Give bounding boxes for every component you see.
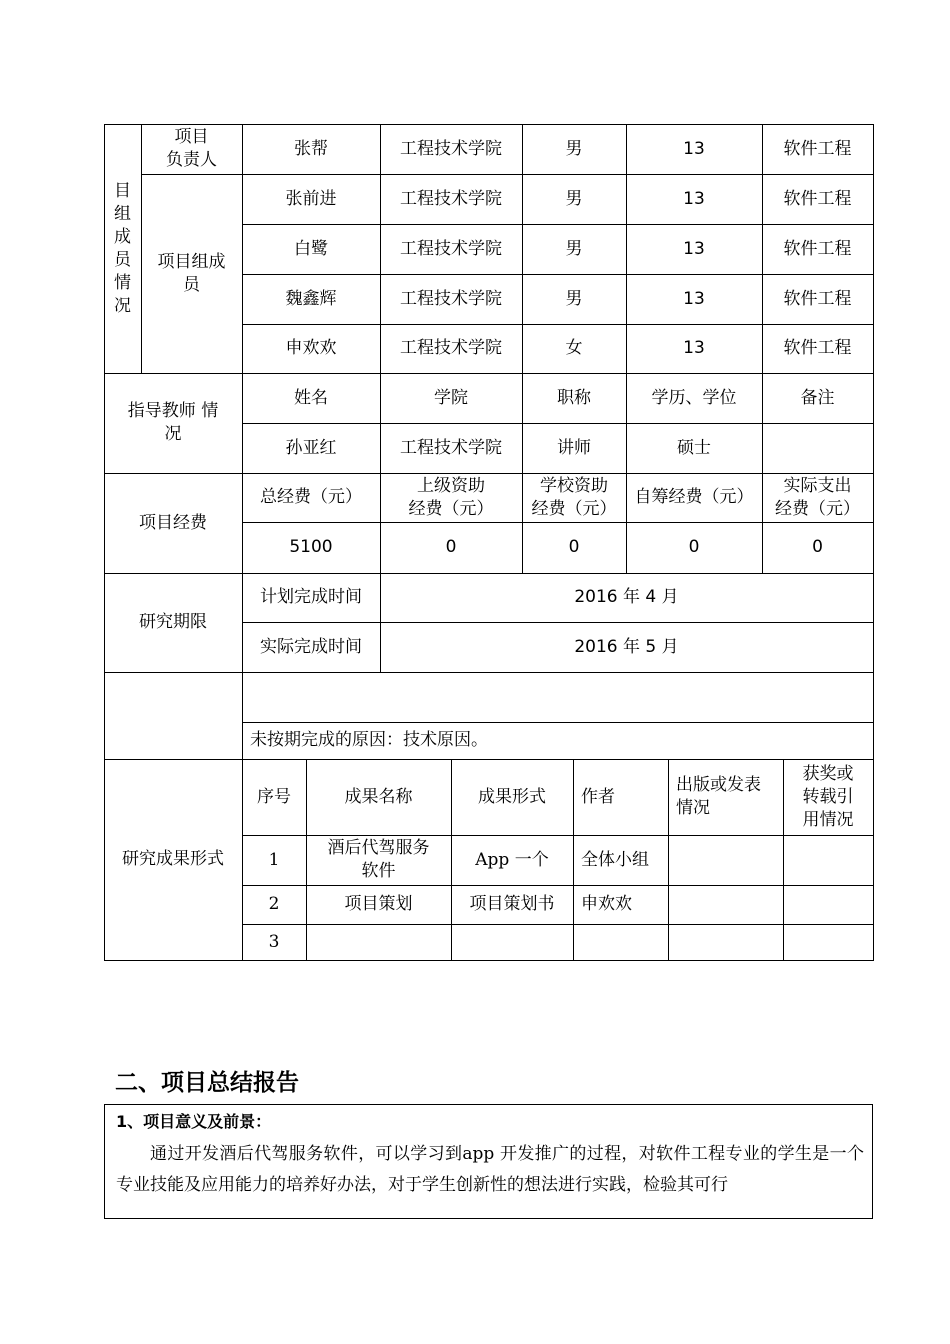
member-4-name-text: 魏鑫辉 [285,288,337,309]
funding-header-2-text: 上级资助 经费（元） [408,475,494,519]
result-3-col-6 [783,924,873,960]
funding-value-5 [762,522,873,573]
member-1-gender [522,124,626,174]
member-4-name [242,274,380,324]
members-side-label [104,124,141,373]
advisor-header-3-text: 职称 [557,387,591,408]
advisor-header-3 [522,373,626,423]
funding-value-2 [380,522,522,573]
result-1-col-1-text: 1 [268,849,280,870]
result-3-col-1-text: 3 [268,931,280,952]
member-1-grade [626,124,762,174]
result-1-col-4 [573,835,668,885]
member-4-major [762,274,873,324]
results-header-3-text: 成果形式 [478,786,546,807]
funding-value-3 [522,522,626,573]
results-header-1-text: 序号 [257,786,291,807]
planned-label [242,573,380,622]
member-2-name [242,174,380,224]
result-2-col-4-text: 申欢欢 [581,894,632,914]
member-5-major-text: 软件工程 [783,338,852,358]
funding-header-4 [626,473,762,522]
member-2-grade [626,174,762,224]
member-1-college-text: 工程技术学院 [400,138,502,159]
member-2-college-text: 工程技术学院 [400,188,502,209]
results-header-6 [783,759,873,835]
member-5-name [242,324,380,373]
funding-header-1 [242,473,380,522]
section-title: 二、项目总结报告 [115,1070,299,1096]
results-header-5 [668,759,783,835]
result-1-col-3 [451,835,573,885]
member-3-college [380,224,522,274]
member-1-college [380,124,522,174]
advisor-header-4 [626,373,762,423]
delay-reason [242,722,873,759]
results-label [104,759,242,960]
funding-header-3-text: 学校资助 经费（元） [531,475,617,519]
member-5-name-text: 申欢欢 [285,338,337,358]
period-label-text: 研究期限 [139,612,207,632]
advisor-header-1-text: 姓名 [294,387,328,408]
summary-body: 通过开发酒后代驾服务软件，可以学习到app 开发推广的过程，对软件工程专业的学生是一个专业技能及应用能力的培养好办法，对于学生创新性的想法进行实践，检验其可行 [116,1144,864,1195]
result-2-col-1 [242,885,306,924]
actual-value-text: 2016 年 5 月 [574,636,679,657]
period-label [104,573,242,672]
planned-label-text: 计划完成时间 [260,587,362,607]
table-rule [104,672,874,673]
advisor-header-5 [762,373,873,423]
result-2-col-6 [783,885,873,924]
member-4-grade-text: 13 [683,288,705,309]
advisor-value-5 [762,423,873,473]
summary-box [104,1104,873,1219]
result-3-col-1 [242,924,306,960]
member-4-gender [522,274,626,324]
member-5-grade-text: 13 [683,338,705,358]
member-2-gender [522,174,626,224]
result-2-col-4 [573,885,668,924]
leader-label [141,124,242,174]
member-2-major-text: 软件工程 [783,188,852,209]
result-1-col-5 [668,835,783,885]
advisor-value-3 [522,423,626,473]
result-2-col-5 [668,885,783,924]
result-3-col-3 [451,924,573,960]
result-2-col-2 [306,885,451,924]
member-2-gender-text: 男 [565,188,583,209]
result-3-col-4 [573,924,668,960]
advisor-value-1-text: 孙亚红 [285,437,337,458]
funding-value-1-text: 5100 [289,537,333,557]
result-3-col-2 [306,924,451,960]
funding-header-2 [380,473,522,522]
member-5-college-text: 工程技术学院 [400,338,502,358]
results-header-4 [573,759,668,835]
members-side-label-text: 目 组 成 员 情 况 [114,180,131,316]
funding-header-1-text: 总经费（元） [260,487,362,507]
funding-value-3-text: 0 [568,537,580,557]
table-border-right [873,124,874,961]
result-2-col-1-text: 2 [268,894,280,914]
member-3-gender [522,224,626,274]
member-5-gender [522,324,626,373]
funding-header-5 [762,473,873,522]
member-2-college [380,174,522,224]
advisor-header-1 [242,373,380,423]
member-5-college [380,324,522,373]
result-1-col-1 [242,835,306,885]
funding-value-1 [242,522,380,573]
advisor-value-3-text: 讲师 [557,437,591,458]
member-3-gender-text: 男 [565,238,583,259]
advisor-label [104,373,242,473]
member-5-major [762,324,873,373]
advisor-label-text: 指导教师 情 况 [127,401,219,444]
member-1-grade-text: 13 [683,138,705,159]
funding-value-5-text: 0 [812,537,823,557]
member-3-major [762,224,873,274]
advisor-value-2-text: 工程技术学院 [400,437,502,458]
funding-value-4 [626,522,762,573]
member-3-major-text: 软件工程 [783,238,852,259]
member-3-grade-text: 13 [683,238,705,259]
advisor-header-5-text: 备注 [800,387,835,408]
funding-label [104,473,242,573]
member-1-name [242,124,380,174]
advisor-header-2 [380,373,522,423]
actual-label-text: 实际完成时间 [260,636,362,657]
advisor-value-4-text: 硕士 [677,437,711,458]
member-2-grade-text: 13 [683,188,705,209]
funding-header-5-text: 实际支出 经费（元） [775,475,860,519]
results-header-5-text: 出版或发表 情况 [676,775,761,818]
planned-value [380,573,873,622]
results-header-1 [242,759,306,835]
advisor-value-2 [380,423,522,473]
leader-label-text: 项目 负责人 [166,127,217,170]
actual-label [242,622,380,672]
result-1-col-2-text: 酒后代驾服务 软件 [327,838,430,881]
member-4-college-text: 工程技术学院 [400,288,502,309]
result-2-col-3 [451,885,573,924]
results-header-3 [451,759,573,835]
advisor-value-1 [242,423,380,473]
results-header-6-text: 获奖或 转载引 用情况 [802,763,854,830]
member-1-name-text: 张帮 [294,138,328,159]
result-1-col-2 [306,835,451,885]
member-3-name-text: 白鹭 [294,238,328,259]
summary-heading: 1、项目意义及前景： [116,1112,272,1131]
member-1-major [762,124,873,174]
member-3-college-text: 工程技术学院 [400,238,502,259]
result-2-col-3-text: 项目策划书 [469,894,555,914]
funding-value-4-text: 0 [688,537,700,557]
funding-value-2-text: 0 [445,537,457,557]
result-1-col-6 [783,835,873,885]
results-label-text: 研究成果形式 [122,849,224,869]
result-1-col-3-text: App 一个 [475,849,549,870]
member-3-grade [626,224,762,274]
funding-header-4-text: 自筹经费（元） [634,487,754,507]
member-4-college [380,274,522,324]
member-4-major-text: 软件工程 [783,288,852,309]
funding-label-text: 项目经费 [139,512,207,533]
actual-value [380,622,873,672]
member-3-name [242,224,380,274]
member-1-major-text: 软件工程 [783,138,852,159]
result-2-col-2-text: 项目策划 [344,894,413,914]
funding-header-3 [522,473,626,522]
table-border-bottom [104,960,874,961]
members-label-text: 项目组成 员 [157,251,226,295]
result-1-col-4-text: 全体小组 [581,849,649,870]
member-5-gender-text: 女 [565,338,583,358]
advisor-header-2-text: 学院 [434,387,468,408]
member-4-grade [626,274,762,324]
member-5-grade [626,324,762,373]
results-header-2 [306,759,451,835]
result-3-col-5 [668,924,783,960]
member-2-major [762,174,873,224]
member-1-gender-text: 男 [565,138,583,159]
member-4-gender-text: 男 [565,288,583,309]
advisor-header-4-text: 学历、学位 [651,387,737,408]
members-label [141,174,242,373]
delay-reason-text: 未按期完成的原因：技术原因。 [250,730,488,750]
results-header-4-text: 作者 [581,786,615,807]
results-header-2-text: 成果名称 [344,786,413,807]
planned-value-text: 2016 年 4 月 [574,587,679,607]
member-2-name-text: 张前进 [285,188,337,209]
advisor-value-4 [626,423,762,473]
